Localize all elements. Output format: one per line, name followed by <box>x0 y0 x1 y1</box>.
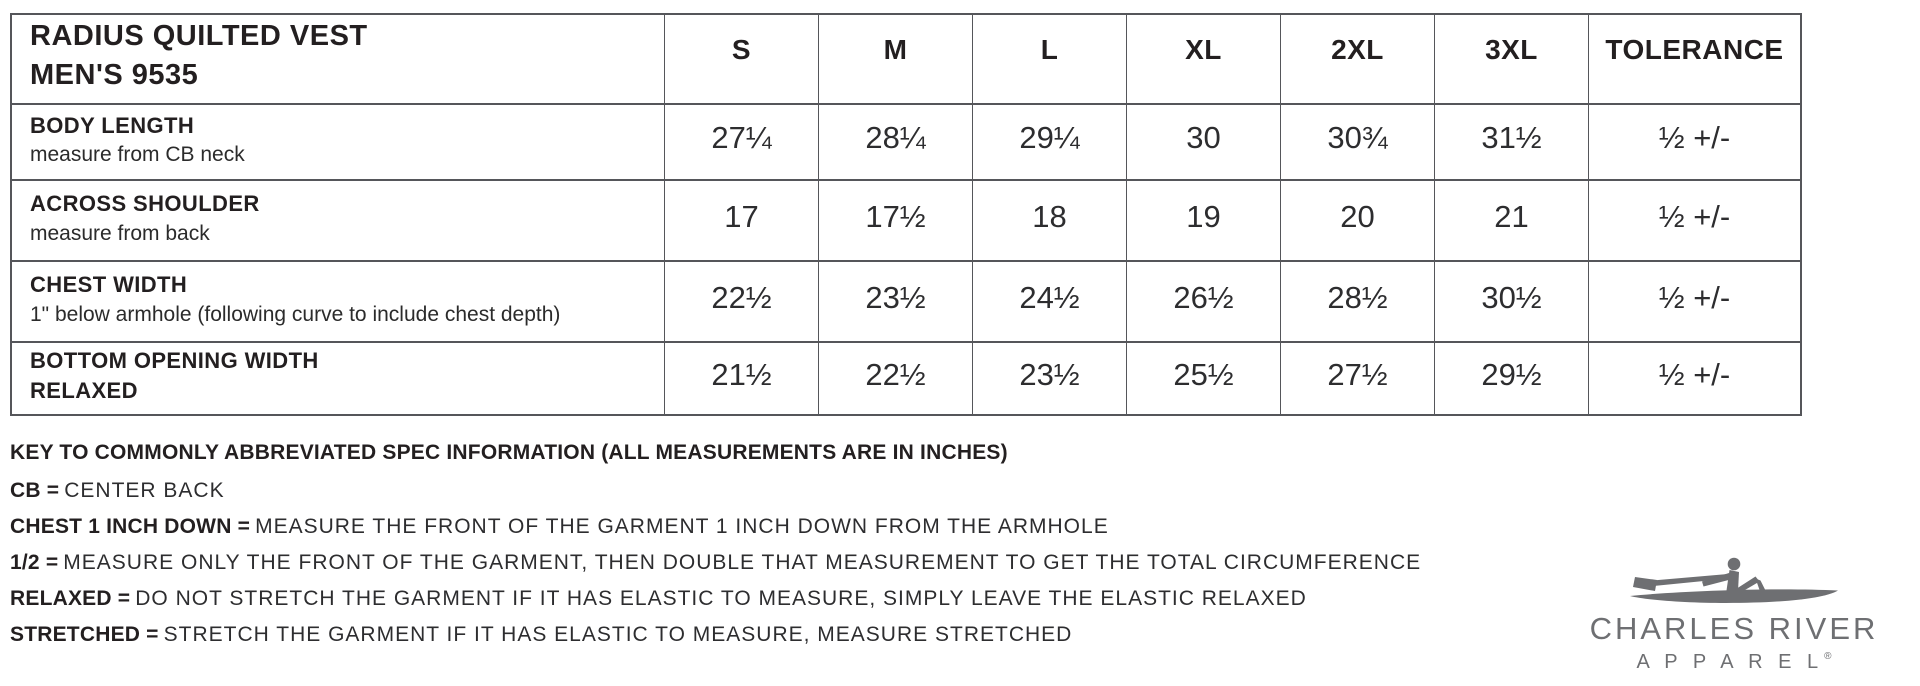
product-title-line2: MEN'S 9535 <box>30 59 199 91</box>
measurement-sublabel: RELAXED <box>30 377 138 403</box>
size-value-cell: 25½ <box>1126 343 1280 414</box>
measurement-sublabel: 1" below armhole (following curve to include chest depth) <box>30 302 561 326</box>
brand-subtitle-text: A P P A R E L <box>1636 651 1824 673</box>
column-header-3xl: 3XL <box>1434 15 1588 103</box>
key-term: STRETCHED = <box>10 623 159 646</box>
table-row-body-length <box>12 103 1800 179</box>
row-label-cell <box>12 343 664 414</box>
measurement-label: BODY LENGTH <box>30 112 195 138</box>
table-row-chest-width <box>12 260 1800 341</box>
tolerance-value-cell: ½ +/- <box>1588 181 1800 260</box>
key-entry-relaxed <box>10 587 1421 611</box>
column-header-2xl: 2XL <box>1280 15 1434 103</box>
brand-name: CHARLES RIVER <box>1589 611 1879 646</box>
key-term: CB = <box>10 479 60 502</box>
tolerance-value-cell: ½ +/- <box>1588 262 1800 341</box>
row-label-cell <box>12 105 664 179</box>
key-definition: STRETCH THE GARMENT IF IT HAS ELASTIC TO MEASURE, MEASURE STRETCHED <box>163 623 1073 646</box>
brand-subtitle <box>1578 651 1890 674</box>
registered-trademark: ® <box>1824 651 1832 662</box>
row-label-cell <box>12 262 664 341</box>
row-label-cell <box>12 181 664 260</box>
column-header-tolerance: TOLERANCE <box>1588 15 1800 103</box>
key-heading: KEY TO COMMONLY ABBREVIATED SPEC INFORMATION (ALL MEASUREMENTS ARE IN INCHES) <box>10 441 1008 464</box>
size-value-cell: 30¾ <box>1280 105 1434 179</box>
size-value-cell: 29½ <box>1434 343 1588 414</box>
size-value-cell: 29¼ <box>972 105 1126 179</box>
key-entry-cb <box>10 479 1421 503</box>
size-value-cell: 28¼ <box>818 105 972 179</box>
key-term: CHEST 1 INCH DOWN = <box>10 515 251 538</box>
measurement-label: ACROSS SHOULDER <box>30 191 260 217</box>
size-value-cell: 30½ <box>1434 262 1588 341</box>
key-definition: DO NOT STRETCH THE GARMENT IF IT HAS ELASTIC TO MEASURE, SIMPLY LEAVE THE ELASTIC RELAXED <box>135 587 1307 610</box>
size-value-cell: 19 <box>1126 181 1280 260</box>
size-value-cell: 26½ <box>1126 262 1280 341</box>
measurement-sublabel: measure from CB neck <box>30 143 245 167</box>
size-value-cell: 23½ <box>972 343 1126 414</box>
size-value-cell: 18 <box>972 181 1126 260</box>
size-spec-table <box>10 13 1802 416</box>
key-definition: MEASURE THE FRONT OF THE GARMENT 1 INCH DOWN FROM THE ARMHOLE <box>255 515 1109 538</box>
measurement-sublabel: measure from back <box>30 221 210 245</box>
size-value-cell: 31½ <box>1434 105 1588 179</box>
size-value-cell: 24½ <box>972 262 1126 341</box>
spec-key <box>10 441 1421 659</box>
key-entry-half <box>10 551 1421 575</box>
tolerance-value-cell: ½ +/- <box>1588 105 1800 179</box>
column-header-xl: XL <box>1126 15 1280 103</box>
size-value-cell: 23½ <box>818 262 972 341</box>
size-value-cell: 20 <box>1280 181 1434 260</box>
product-title-line1: RADIUS QUILTED VEST <box>30 19 368 52</box>
size-value-cell: 22½ <box>818 343 972 414</box>
column-header-l: L <box>972 15 1126 103</box>
size-value-cell: 30 <box>1126 105 1280 179</box>
key-term: RELAXED = <box>10 587 131 610</box>
key-entry-stretched <box>10 623 1421 647</box>
measurement-label: CHEST WIDTH <box>30 272 188 298</box>
key-term: 1/2 = <box>10 551 59 574</box>
tolerance-value-cell: ½ +/- <box>1588 343 1800 414</box>
table-header-row <box>12 15 1800 103</box>
charles-river-logo <box>1578 556 1890 674</box>
column-header-m: M <box>818 15 972 103</box>
key-entry-chest-1-inch-down <box>10 515 1421 539</box>
key-definition: CENTER BACK <box>64 479 225 502</box>
size-value-cell: 21 <box>1434 181 1588 260</box>
table-row-bottom-opening <box>12 341 1800 414</box>
size-value-cell: 22½ <box>664 262 818 341</box>
column-header-s: S <box>664 15 818 103</box>
rower-boat-icon <box>1629 556 1839 606</box>
key-definition: MEASURE ONLY THE FRONT OF THE GARMENT, THEN DOUBLE THAT MEASUREMENT TO GET THE TOTAL CIRCUMFERENCE <box>63 551 1422 574</box>
size-value-cell: 28½ <box>1280 262 1434 341</box>
size-value-cell: 27¼ <box>664 105 818 179</box>
product-title <box>12 15 664 103</box>
measurement-label: BOTTOM OPENING WIDTH <box>30 348 319 374</box>
size-value-cell: 17 <box>664 181 818 260</box>
table-row-across-shoulder <box>12 179 1800 260</box>
size-value-cell: 27½ <box>1280 343 1434 414</box>
size-value-cell: 21½ <box>664 343 818 414</box>
size-value-cell: 17½ <box>818 181 972 260</box>
